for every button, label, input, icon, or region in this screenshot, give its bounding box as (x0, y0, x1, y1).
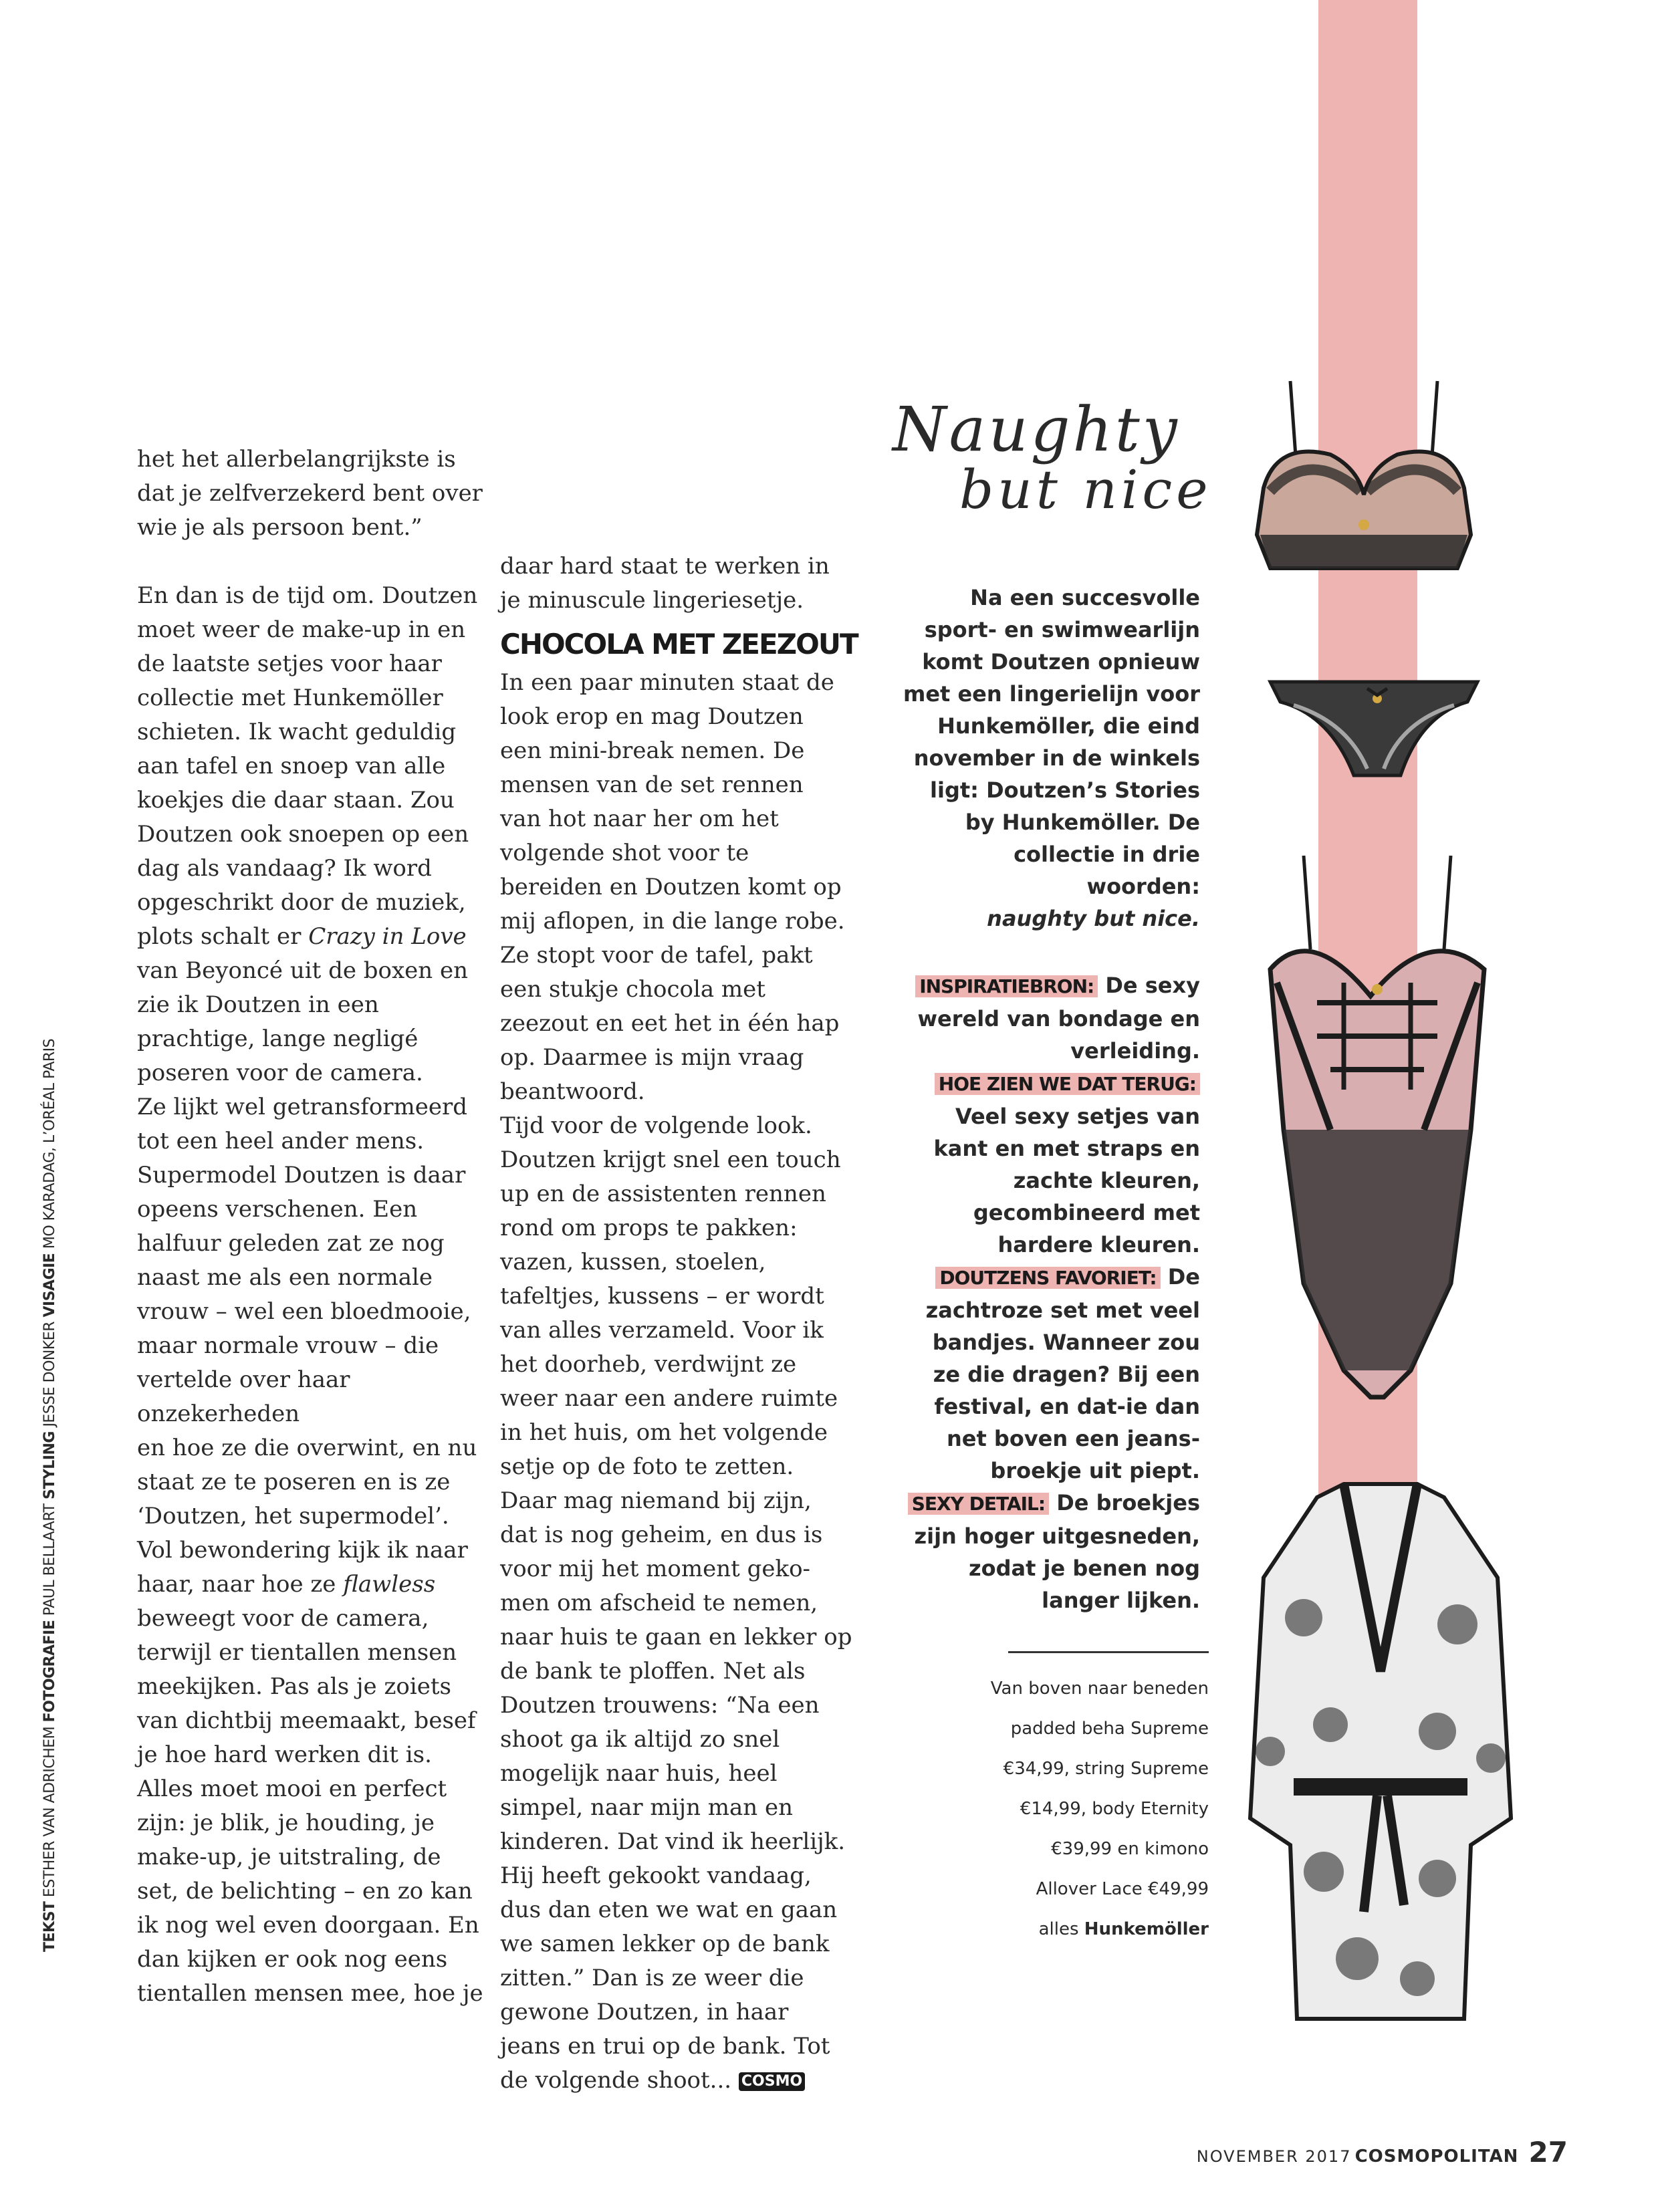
text-line: poseren voor de camera. (137, 1060, 423, 1086)
text-line: set, de belichting – en zo kan (137, 1878, 473, 1904)
text-line: kinderen. Dat vind ik heerlijk. (500, 1828, 846, 1855)
text-line: langer lijken. (1042, 1588, 1200, 1613)
text-line: Allover Lace €49,99 (1036, 1879, 1209, 1899)
text-line: collectie in drie woorden: (1014, 842, 1200, 899)
text-line: Hunkemöller, die eind (937, 713, 1200, 739)
text-line: Supermodel Doutzen is daar (137, 1162, 466, 1189)
text-line: shoot ga ik altijd zo snel (500, 1726, 780, 1753)
text-line: halfuur geleden zat ze nog (137, 1230, 445, 1257)
text-line: naughty but nice. (987, 906, 1200, 931)
text-line: zachtroze set met veel (925, 1298, 1200, 1323)
text-line: Veel sexy setjes van (955, 1104, 1200, 1129)
text-line: de laatste setjes voor haar (137, 650, 442, 677)
text-line: mij aflopen, in die lange robe. (500, 908, 845, 935)
text-line: haar, naar hoe ze flawless (137, 1571, 436, 1598)
text-line: beantwoord. (500, 1078, 645, 1105)
text-line: maar normale vrouw – die (137, 1332, 439, 1359)
text-line: prachtige, lange negligé (137, 1025, 419, 1052)
text-line: dus dan eten we wat en gaan (500, 1896, 838, 1923)
label-favoriet: DOUTZENS FAVORIET: (935, 1267, 1160, 1289)
text-line: daar hard staat te werken in (500, 553, 830, 580)
text-line: festival, en dat-ie dan (934, 1394, 1200, 1419)
text-line: tientallen mensen mee, hoe je (137, 1980, 483, 2007)
text-line: je hoe hard werken dit is. (137, 1741, 432, 1768)
text-line: mensen van de set rennen (500, 771, 804, 798)
text-line: up en de assistenten rennen (500, 1181, 826, 1207)
text-line: rond om props te pakken: (500, 1215, 798, 1241)
text-line: je minuscule lingeriesetje. (500, 587, 804, 614)
label-sexy-detail: SEXY DETAIL: (908, 1493, 1049, 1515)
text-line: Ze lijkt wel getransformeerd (137, 1094, 468, 1120)
sidebar-title (893, 394, 1213, 521)
text-line: gewone Doutzen, in haar (500, 1999, 789, 2025)
text-line: kant en met straps en (933, 1136, 1200, 1161)
bra-image (1250, 374, 1477, 588)
text-line: bandjes. Wanneer zou (932, 1330, 1200, 1355)
text-line: Van boven naar beneden (990, 1679, 1209, 1699)
text-line: zijn: je blik, je houding, je (137, 1810, 435, 1836)
text-line: staat ze te poseren en is ze (137, 1469, 451, 1495)
text-line: gecombineerd met (973, 1200, 1200, 1225)
text-line: het het allerbelangrijkste is (137, 446, 456, 473)
text-line: €34,99, string Supreme (1003, 1759, 1209, 1779)
text-line: SEXY DETAIL: De broekjes (899, 1487, 1200, 1520)
text-line: vertelde over haar onzekerheden (137, 1366, 350, 1427)
text-line: jeans en trui op de bank. Tot (500, 2033, 830, 2060)
label-inspiratiebron: INSPIRATIEBRON: (915, 975, 1098, 997)
text-line: schieten. Ik wacht geduldig (137, 719, 457, 745)
text-line: look erop en mag Doutzen (500, 703, 804, 730)
text-line: Ze stopt voor de tafel, pakt (500, 942, 813, 969)
text-line (899, 1067, 1200, 1100)
text-line: sport- en swimwearlijn (924, 617, 1200, 642)
kimono-image (1244, 1471, 1518, 2046)
text-line: €39,99 en kimono (1051, 1839, 1209, 1859)
text-line: Doutzen ook snoepen op een (137, 821, 469, 848)
text-line: zachte kleuren, (1013, 1168, 1200, 1193)
text-line: make-up, je uitstraling, de (137, 1844, 441, 1870)
text-line: vazen, kussen, stoelen, (500, 1249, 766, 1275)
text-line: voor mij het moment geko- (500, 1556, 811, 1582)
text-line: In een paar minuten staat de (500, 669, 834, 696)
text-line: collectie met Hunkemöller (137, 685, 443, 711)
text-line: dag als vandaag? Ik word (137, 855, 432, 882)
text-line: terwijl er tientallen mensen (137, 1639, 457, 1666)
text-line: de volgende shoot... COSMO (500, 2064, 874, 2098)
text-line: zitten.” Dan is ze weer die (500, 1965, 804, 1991)
text-line: en hoe ze die overwint, en nu (137, 1435, 477, 1461)
text-line: tafeltjes, kussens – er wordt (500, 1283, 824, 1310)
text-line: we samen lekker op de bank (500, 1931, 830, 1957)
text-line: verleiding. (1070, 1038, 1200, 1064)
text-line: op. Daarmee is mijn vraag (500, 1044, 804, 1071)
text-line: zijn hoger uitgesneden, (914, 1523, 1200, 1549)
text-line: opgeschrikt door de muziek, (137, 889, 466, 916)
article-column-2 (500, 549, 874, 2098)
text-line: november in de winkels (913, 745, 1200, 771)
text-line: alles Hunkemöller (1038, 1919, 1209, 1939)
text-line: dat je zelfverzekerd bent over (137, 480, 483, 507)
sidebar-text (899, 582, 1200, 1616)
text-line: setje op de foto te zetten. (500, 1453, 794, 1480)
text-line: koekjes die daar staan. Zou (137, 787, 455, 814)
text-line: by Hunkemöller. De (965, 810, 1200, 835)
label-hoe-zien-we: HOE ZIEN WE DAT TERUG: (935, 1073, 1200, 1095)
text-line: aan tafel en snoep van alle (137, 753, 446, 779)
text-line: Doutzen trouwens: “Na een (500, 1692, 820, 1719)
text-line: vrouw – wel een bloedmooie, (137, 1298, 471, 1325)
text-line: DOUTZENS FAVORIET: De (899, 1261, 1200, 1294)
text-line: Alles moet mooi en perfect (137, 1775, 447, 1802)
text-line: van Beyoncé uit de boxen en (137, 957, 469, 984)
text-line: Vol bewondering kijk ik naar (137, 1537, 468, 1564)
text-line: Daar mag niemand bij zijn, (500, 1487, 812, 1514)
text-line: Na een succesvolle (970, 585, 1200, 610)
text-line: het doorheb, verdwijnt ze (500, 1351, 797, 1378)
text-line: dat is nog geheim, en dus is (500, 1521, 823, 1548)
text-line: INSPIRATIEBRON: De sexy (899, 969, 1200, 1003)
article-column-1 (137, 443, 511, 2011)
page-footer (1197, 2136, 1568, 2169)
text-line: Tijd voor de volgende look. (500, 1112, 812, 1139)
text-line: wereld van bondage en (917, 1006, 1200, 1031)
text-line: Hij heeft gekookt vandaag, (500, 1862, 812, 1889)
photo-credits-vertical: TEKST ESTHER VAN ADRICHEM FOTOGRAFIE PAUL BELLAART STYLING JESSE DONKER VISAGIE MO KARADAG, L’ORÉAL PARIS (41, 1038, 58, 1952)
text-line: tot een heel ander mens. (137, 1128, 425, 1154)
text-line: met een lingerielijn voor (903, 681, 1200, 707)
text-line: En dan is de tijd om. Doutzen (137, 582, 478, 609)
page-number: 27 (1528, 2136, 1568, 2169)
text-line: bereiden en Doutzen komt op (500, 874, 842, 900)
cosmo-end-mark: COSMO (739, 2072, 805, 2091)
footer-month: NOVEMBER 2017 (1196, 2147, 1352, 2166)
text-line: zodat je benen nog (968, 1556, 1200, 1581)
credits-rule (1008, 1651, 1209, 1653)
text-line: simpel, naar mijn man en (500, 1794, 794, 1821)
text-line: ze die dragen? Bij een (933, 1362, 1200, 1387)
text-line: van dichtbij meemaakt, besef (137, 1707, 476, 1734)
text-line: padded beha Supreme (1010, 1719, 1209, 1739)
subheading: CHOCOLA MET ZEEZOUT (500, 628, 858, 660)
text-line: broekje uit piept. (990, 1458, 1200, 1483)
text-line: wie je als persoon bent.” (137, 514, 423, 541)
text-line: men om afscheid te nemen, (500, 1590, 818, 1616)
text-line: Doutzen krijgt snel een touch (500, 1146, 841, 1173)
text-line: van alles verzameld. Voor ik (500, 1317, 824, 1344)
text-line: mogelijk naar huis, heel (500, 1760, 778, 1787)
text-line: komt Doutzen opnieuw (922, 649, 1200, 674)
text-line: ligt: Doutzen’s Stories (930, 777, 1200, 803)
title-line-2: but nice (959, 459, 1212, 521)
footer-magazine: COSMOPOLITAN (1354, 2146, 1519, 2167)
text-line: beweegt voor de camera, (137, 1605, 429, 1632)
text-line: naast me als een normale (137, 1264, 433, 1291)
text-line: volgende shot voor te (500, 840, 749, 866)
text-line: moet weer de make-up in en (137, 616, 466, 643)
text-line: naar huis te gaan en lekker op (500, 1624, 852, 1650)
text-line: opeens verschenen. Een (137, 1196, 418, 1223)
text-line: een stukje chocola met (500, 976, 765, 1003)
text-line: ‘Doutzen, het supermodel’. (137, 1503, 449, 1529)
text-line: de bank te ploffen. Net als (500, 1658, 806, 1685)
title-line-1: Naughty (893, 394, 1180, 465)
thong-image (1267, 662, 1481, 789)
text-line: van hot naar her om het (500, 806, 779, 832)
text-line: dan kijken er ook nog eens (137, 1946, 448, 1973)
text-line: weer naar een andere ruimte (500, 1385, 838, 1412)
text-line: plots schalt er Crazy in Love (137, 923, 467, 950)
bodysuit-image (1257, 849, 1498, 1404)
text-line: in het huis, om het volgende (500, 1419, 828, 1446)
product-credits (956, 1660, 1209, 1941)
text-line: zie ik Doutzen in een (137, 991, 379, 1018)
text-line: een mini-break nemen. De (500, 737, 805, 764)
text-line: net boven een jeans- (947, 1426, 1200, 1451)
text-line: €14,99, body Eternity (1020, 1799, 1209, 1819)
text-line: meekijken. Pas als je zoiets (137, 1673, 451, 1700)
text-line: ik nog wel even doorgaan. En (137, 1912, 479, 1939)
text-line: hardere kleuren. (997, 1232, 1200, 1257)
text-line: zeezout en eet het in één hap (500, 1010, 840, 1037)
pink-accent-bar (1318, 0, 1417, 1678)
